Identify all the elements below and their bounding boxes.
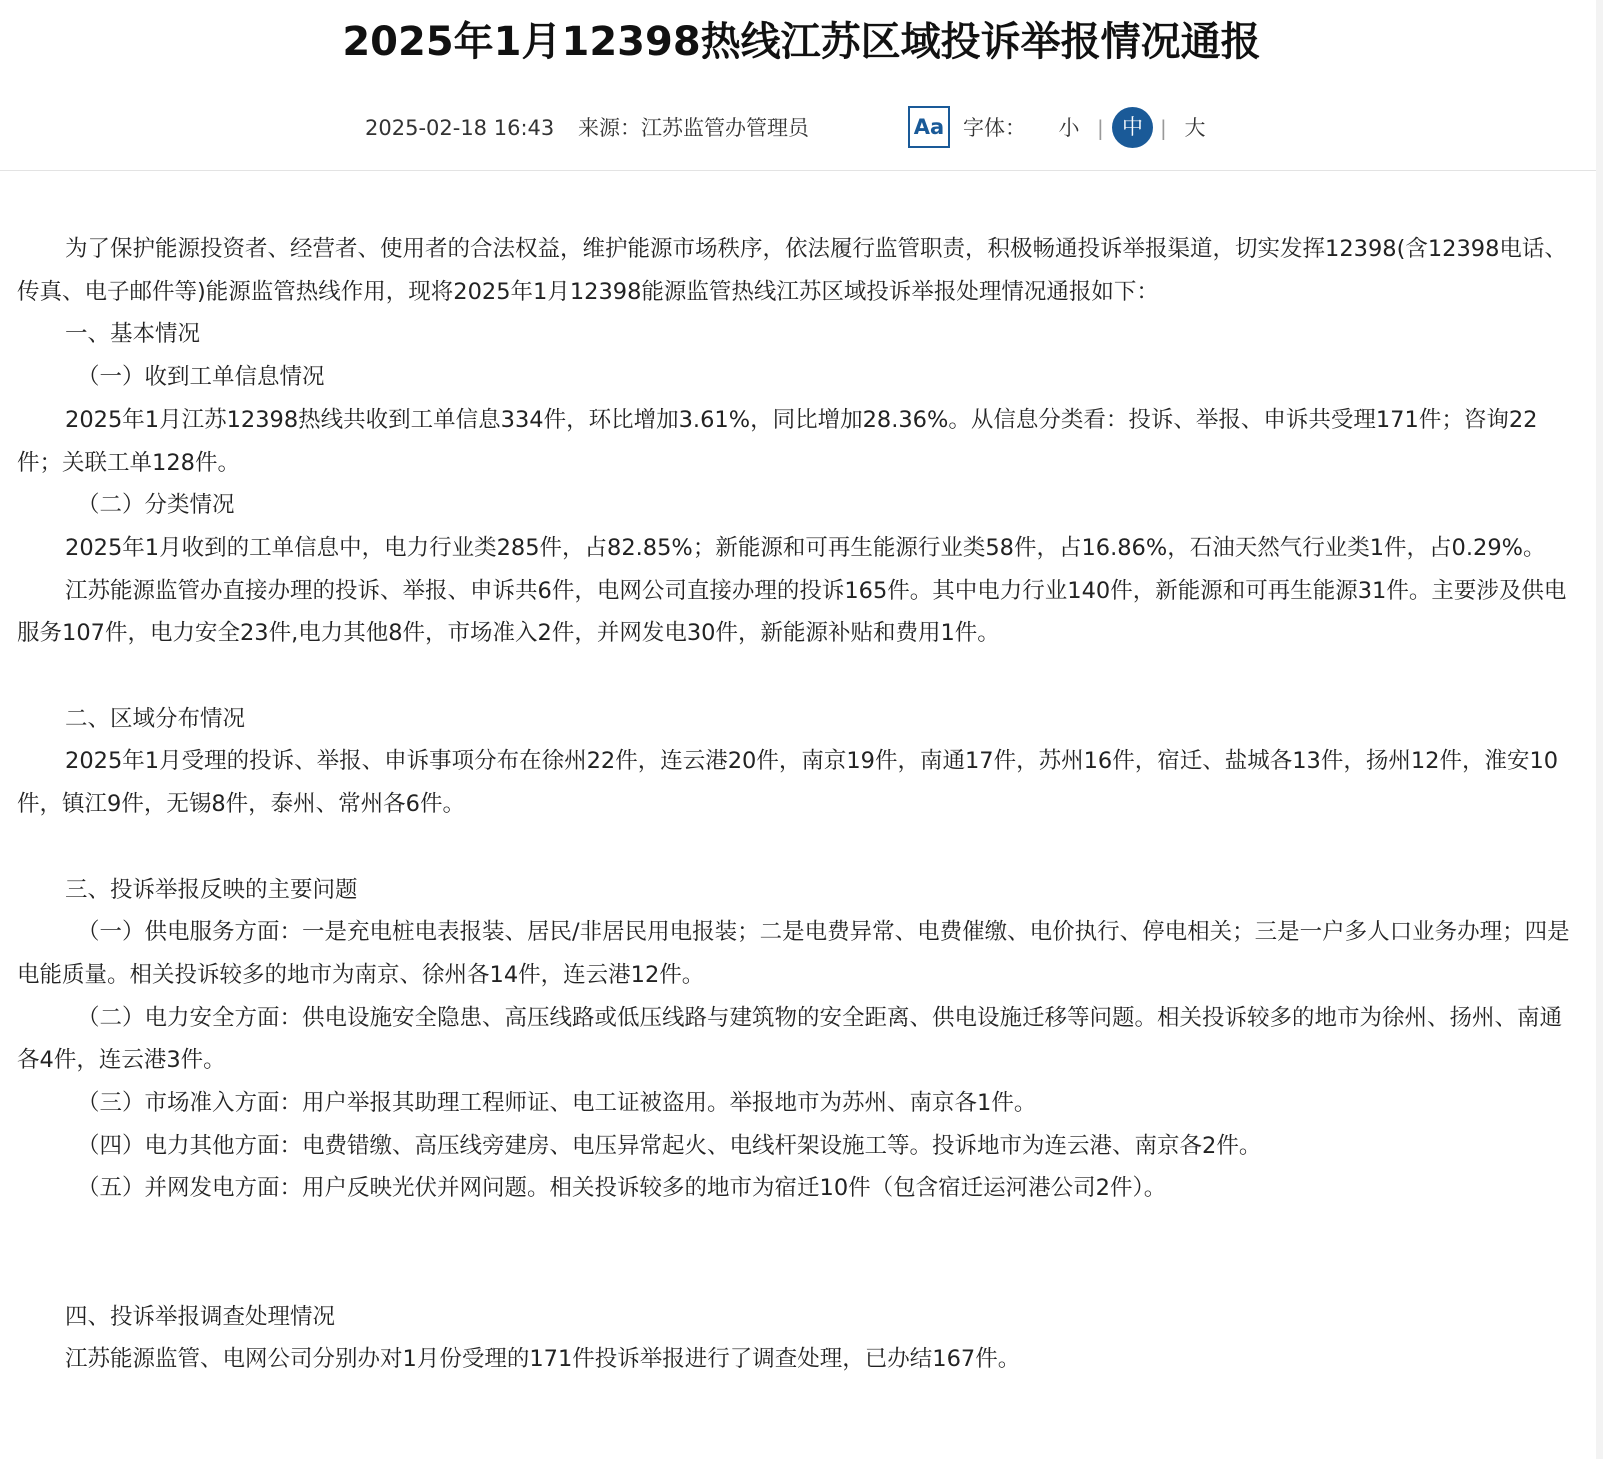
subsection-heading-work-orders: （一）收到工单信息情况 — [77, 364, 325, 391]
classification-paragraph: 2025年1月收到的工单信息中，电力行业类285件，占82.85%；新能源和可再生能源行业类58件，占16.86%，石油天然气行业类1件，占0.29%。 — [65, 534, 1546, 561]
work-orders-paragraph: 2025年1月江苏12398热线共收到工单信息334件，环比增加3.61%，同比增加28.36%。从信息分类看：投诉、举报、申诉共受理171件；咨询22件；关联工单128件。 — [17, 406, 1538, 476]
issues-power-other-paragraph: （四）电力其他方面：电费错缴、高压线旁建房、电压异常起火、电线杆架设施工等。投诉地市为连云港、南京各2件。 — [77, 1132, 1262, 1159]
blank-line — [17, 1253, 1575, 1296]
blank-line — [17, 826, 1575, 869]
font-size-large-button[interactable]: 大 — [1184, 116, 1206, 140]
page-title: 2025年1月12398热线江苏区域投诉举报情况通报 — [342, 19, 1261, 65]
font-size-label: 字体： — [963, 116, 1026, 140]
article-header — [0, 0, 1603, 171]
issues-grid-connection-paragraph: （五）并网发电方面：用户反映光伏并网问题。相关投诉较多的地市为宿迁10件（包含宿迁运河港公司2件）。 — [77, 1175, 1167, 1202]
font-size-separator: | — [1097, 116, 1104, 140]
blank-line — [17, 1210, 1575, 1253]
font-size-medium-button[interactable]: 中 — [1112, 107, 1153, 148]
article-body — [17, 228, 1575, 1381]
article-source: 来源：江苏监管办管理员 — [578, 116, 809, 140]
section-heading-regional: 二、区域分布情况 — [65, 705, 246, 732]
investigation-paragraph: 江苏能源监管、电网公司分别办对1月份受理的171件投诉举报进行了调查处理，已办结167件。 — [65, 1346, 1021, 1373]
font-size-separator: | — [1160, 116, 1167, 140]
font-size-icon[interactable]: Aa — [908, 106, 950, 148]
font-size-small-button[interactable]: 小 — [1058, 116, 1080, 140]
section-heading-investigation: 四、投诉举报调查处理情况 — [65, 1303, 336, 1330]
regional-paragraph: 2025年1月受理的投诉、举报、申诉事项分布在徐州22件，连云港20件，南京19件，南通17件，苏州16件，宿迁、盐城各13件，扬州12件，淮安10件，镇江9件，无锡8件，泰州、常州各6件。 — [17, 748, 1559, 818]
issues-power-supply-paragraph: （一）供电服务方面：一是充电桩电表报装、居民/非居民用电报装；二是电费异常、电费催缴、电价执行、停电相关；三是一户多人口业务办理；四是电能质量。相关投诉较多的地市为南京、徐州各14件，连云港12件。 — [17, 919, 1570, 988]
publish-date: 2025-02-18 16:43 — [365, 116, 555, 140]
issues-market-access-paragraph: （三）市场准入方面：用户举报其助理工程师证、电工证被盗用。举报地市为苏州、南京各1件。 — [77, 1090, 1037, 1117]
blank-line — [17, 655, 1575, 698]
handling-paragraph: 江苏能源监管办直接办理的投诉、举报、申诉共6件，电网公司直接办理的投诉165件。其中电力行业140件，新能源和可再生能源31件。主要涉及供电服务107件，电力安全23件,电力其他8件，市场准入2件，并网发电30件，新能源补贴和费用1件。 — [17, 577, 1567, 647]
issues-power-safety-paragraph: （二）电力安全方面：供电设施安全隐患、高压线路或低压线路与建筑物的安全距离、供电设施迁移等问题。相关投诉较多的地市为徐州、扬州、南通各4件，连云港3件。 — [17, 1004, 1563, 1074]
section-heading-basic: 一、基本情况 — [65, 321, 201, 348]
subsection-heading-classification: （二）分类情况 — [77, 492, 235, 519]
page-scrollbar[interactable] — [1596, 0, 1603, 1459]
section-heading-issues: 三、投诉举报反映的主要问题 — [65, 876, 358, 903]
intro-paragraph: 为了保护能源投资者、经营者、使用者的合法权益，维护能源市场秩序，依法履行监管职责，积极畅通投诉举报渠道，切实发挥12398(含12398电话、传真、电子邮件等)能源监管热线作用，现将2025年1月12398能源监管热线江苏区域投诉举报处理情况通报如下： — [17, 236, 1567, 305]
